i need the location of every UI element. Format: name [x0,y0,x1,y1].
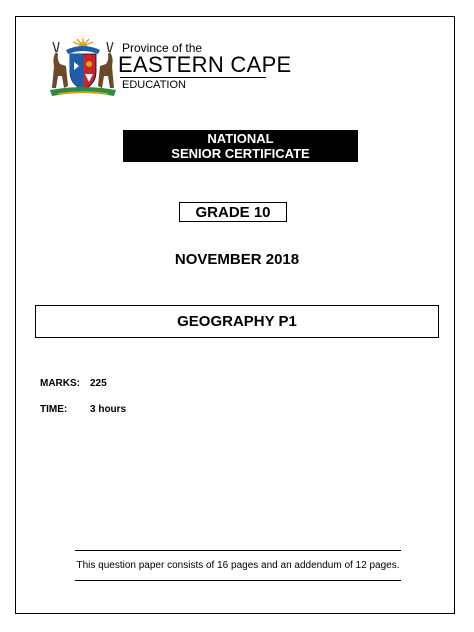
subject-title: GEOGRAPHY P1 [177,313,297,330]
time-label: TIME: [40,404,68,415]
department-name: EDUCATION [122,79,186,91]
certificate-banner [123,130,358,162]
grade-label: GRADE 10 [195,203,271,221]
subject-box [35,305,439,338]
grade-box [179,202,287,222]
page-count-text: This question paper consists of 16 pages and an addendum of 12 pages. [76,560,400,571]
page-count-note [75,550,401,581]
marks-value: 225 [90,378,107,389]
header-rule [120,77,266,78]
marks-label: MARKS: [40,378,80,389]
province-line: Province of the [122,41,203,55]
certificate-line-1: NATIONAL [207,131,274,146]
time-value: 3 hours [90,404,127,415]
coat-of-arms-icon [44,36,122,98]
time-row [40,404,126,415]
certificate-line-2: SENIOR CERTIFICATE [171,146,310,161]
region-name: EASTERN CAPE [118,52,292,77]
exam-date: NOVEMBER 2018 [174,251,300,268]
marks-row [40,378,107,389]
